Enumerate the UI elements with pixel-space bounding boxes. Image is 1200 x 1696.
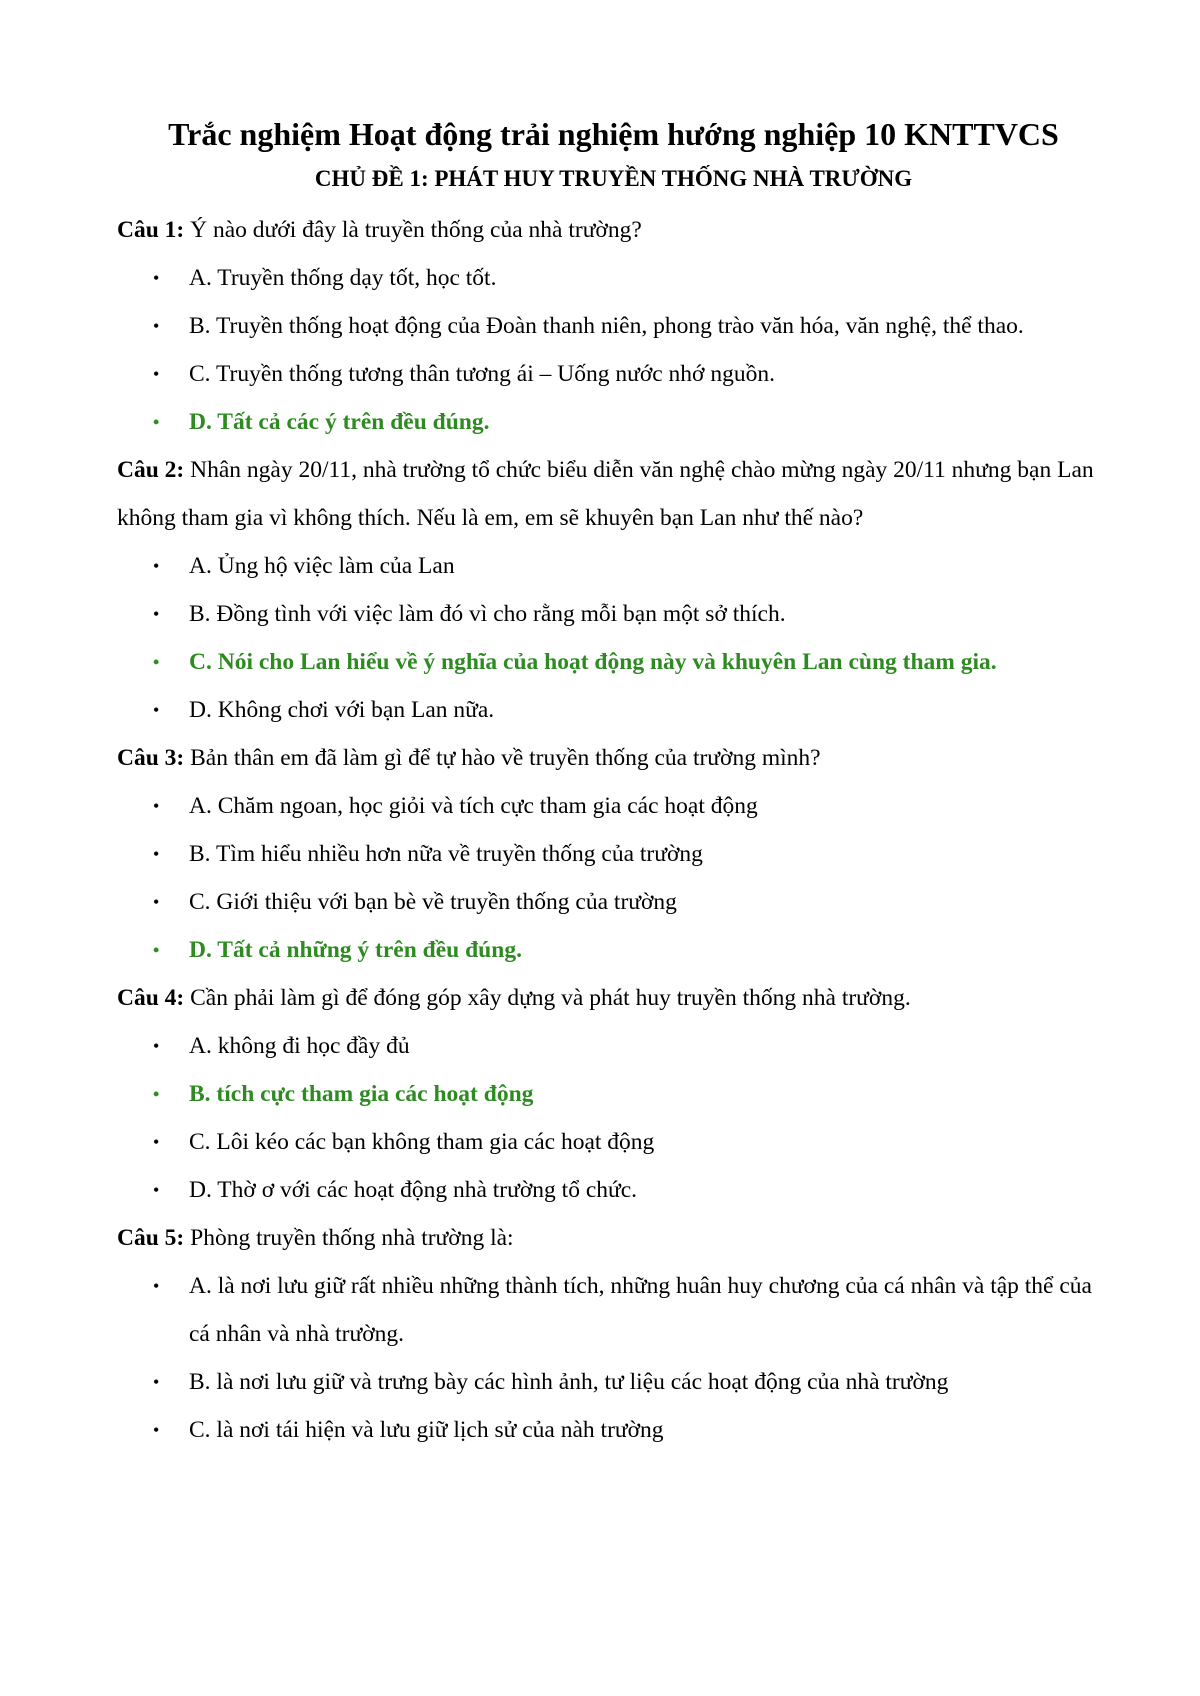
page-title: Trắc nghiệm Hoạt động trải nghiệm hướng nghiệp 10 KNTTVCS: [168, 116, 1059, 152]
option-text: B. Truyền thống hoạt động của Đoàn thanh niên, phong trào văn hóa, văn nghệ, thể thao.: [189, 313, 1024, 339]
option-list: [117, 542, 1100, 734]
option-text: B. là nơi lưu giữ và trưng bày các hình ảnh, tư liệu các hoạt động của nhà trường: [189, 1369, 949, 1395]
option-item: [117, 1406, 1100, 1454]
option-list: [117, 1262, 1100, 1454]
bullet-icon: •: [153, 940, 160, 960]
bullet-icon: •: [153, 556, 160, 576]
question-block: [117, 734, 1100, 974]
question-body: Phòng truyền thống nhà trường là:: [184, 1225, 514, 1251]
question-label: Câu 3:: [117, 745, 185, 771]
section-subtitle: CHỦ ĐỀ 1: PHÁT HUY TRUYỀN THỐNG NHÀ TRƯỜNG: [314, 166, 913, 191]
bullet-icon: •: [153, 1420, 160, 1440]
bullet-icon: •: [153, 796, 160, 816]
option-text: D. Tất cả các ý trên đều đúng.: [189, 409, 490, 435]
bullet-icon: •: [153, 700, 160, 720]
option-item: [117, 878, 1100, 926]
option-text: D. Tất cả những ý trên đều đúng.: [189, 937, 522, 963]
option-item: [117, 1118, 1100, 1166]
option-item: [117, 542, 1100, 590]
correct-option-item: [117, 926, 1100, 974]
question-block: [117, 1214, 1100, 1454]
option-item: [117, 782, 1100, 830]
question-text: [117, 734, 1100, 782]
question-body: Nhân ngày 20/11, nhà trường tổ chức biểu diễn văn nghệ chào mừng ngày 20/11 nhưng bạn Lan không tham gia vì không thích. Nếu là em, em sẽ khuyên bạn Lan như thế nào?: [117, 457, 1094, 531]
option-text: A. không đi học đầy đủ: [189, 1033, 410, 1059]
bullet-icon: •: [153, 316, 160, 336]
option-text: D. Không chơi với bạn Lan nữa.: [189, 697, 495, 723]
option-text: A. Chăm ngoan, học giỏi và tích cực tham gia các hoạt động: [189, 793, 758, 819]
bullet-icon: •: [153, 364, 160, 384]
bullet-icon: •: [153, 1180, 160, 1200]
option-item: [117, 1166, 1100, 1214]
bullet-icon: •: [153, 844, 160, 864]
option-text: C. Lôi kéo các bạn không tham gia các hoạt động: [189, 1129, 655, 1155]
option-text: B. Tìm hiểu nhiều hơn nữa về truyền thống của trường: [189, 841, 703, 867]
bullet-icon: •: [153, 892, 160, 912]
bullet-icon: •: [153, 412, 160, 432]
question-text: [117, 206, 1100, 254]
option-item: [117, 1022, 1100, 1070]
correct-option-item: [117, 398, 1100, 446]
bullet-icon: •: [153, 1036, 160, 1056]
option-text: C. Truyền thống tương thân tương ái – Uống nước nhớ nguồn.: [189, 361, 775, 387]
question-label: Câu 2:: [117, 457, 185, 483]
option-item: [117, 1358, 1100, 1406]
bullet-icon: •: [153, 268, 160, 288]
option-text: A. là nơi lưu giữ rất nhiều những thành tích, những huân huy chương của cá nhân và tập thể của cá nhân và nhà trường.: [189, 1273, 1092, 1347]
bullet-icon: •: [153, 1084, 160, 1104]
question-block: [117, 446, 1100, 734]
option-list: [117, 1022, 1100, 1214]
option-list: [117, 254, 1100, 446]
question-block: [117, 974, 1100, 1214]
option-text: B. Đồng tình với việc làm đó vì cho rằng mỗi bạn một sở thích.: [189, 601, 786, 627]
question-body: Bản thân em đã làm gì để tự hào về truyền thống của trường mình?: [184, 745, 821, 771]
option-item: [117, 350, 1100, 398]
question-label: Câu 4:: [117, 985, 185, 1011]
question-text: [117, 974, 1100, 1022]
option-text: C. là nơi tái hiện và lưu giữ lịch sử của nàh trường: [189, 1417, 664, 1443]
option-item: [117, 830, 1100, 878]
option-item: [117, 302, 1100, 350]
option-item: [117, 254, 1100, 302]
option-item: [117, 590, 1100, 638]
option-text: D. Thờ ơ với các hoạt động nhà trường tổ chức.: [189, 1177, 638, 1203]
correct-option-item: [117, 1070, 1100, 1118]
question-block: [117, 206, 1100, 446]
option-item: [117, 686, 1100, 734]
bullet-icon: •: [153, 1276, 160, 1296]
question-label: Câu 5:: [117, 1225, 185, 1251]
option-item: [117, 1262, 1100, 1358]
question-label: Câu 1:: [117, 217, 185, 243]
option-list: [117, 782, 1100, 974]
option-text: A. Ủng hộ việc làm của Lan: [189, 553, 455, 579]
question-body: Cần phải làm gì để đóng góp xây dựng và phát huy truyền thống nhà trường.: [184, 985, 911, 1011]
question-body: Ý nào dưới đây là truyền thống của nhà trường?: [184, 217, 642, 243]
bullet-icon: •: [153, 1132, 160, 1152]
question-text: [117, 446, 1100, 542]
question-list: [117, 206, 1100, 1454]
question-text: [117, 1214, 1100, 1262]
bullet-icon: •: [153, 604, 160, 624]
option-text: C. Giới thiệu với bạn bè về truyền thống của trường: [189, 889, 677, 915]
bullet-icon: •: [153, 652, 160, 672]
option-text: C. Nói cho Lan hiểu về ý nghĩa của hoạt động này và khuyên Lan cùng tham gia.: [189, 649, 997, 675]
correct-option-item: [117, 638, 1100, 686]
option-text: A. Truyền thống dạy tốt, học tốt.: [189, 265, 497, 291]
option-text: B. tích cực tham gia các hoạt động: [189, 1081, 534, 1107]
bullet-icon: •: [153, 1372, 160, 1392]
